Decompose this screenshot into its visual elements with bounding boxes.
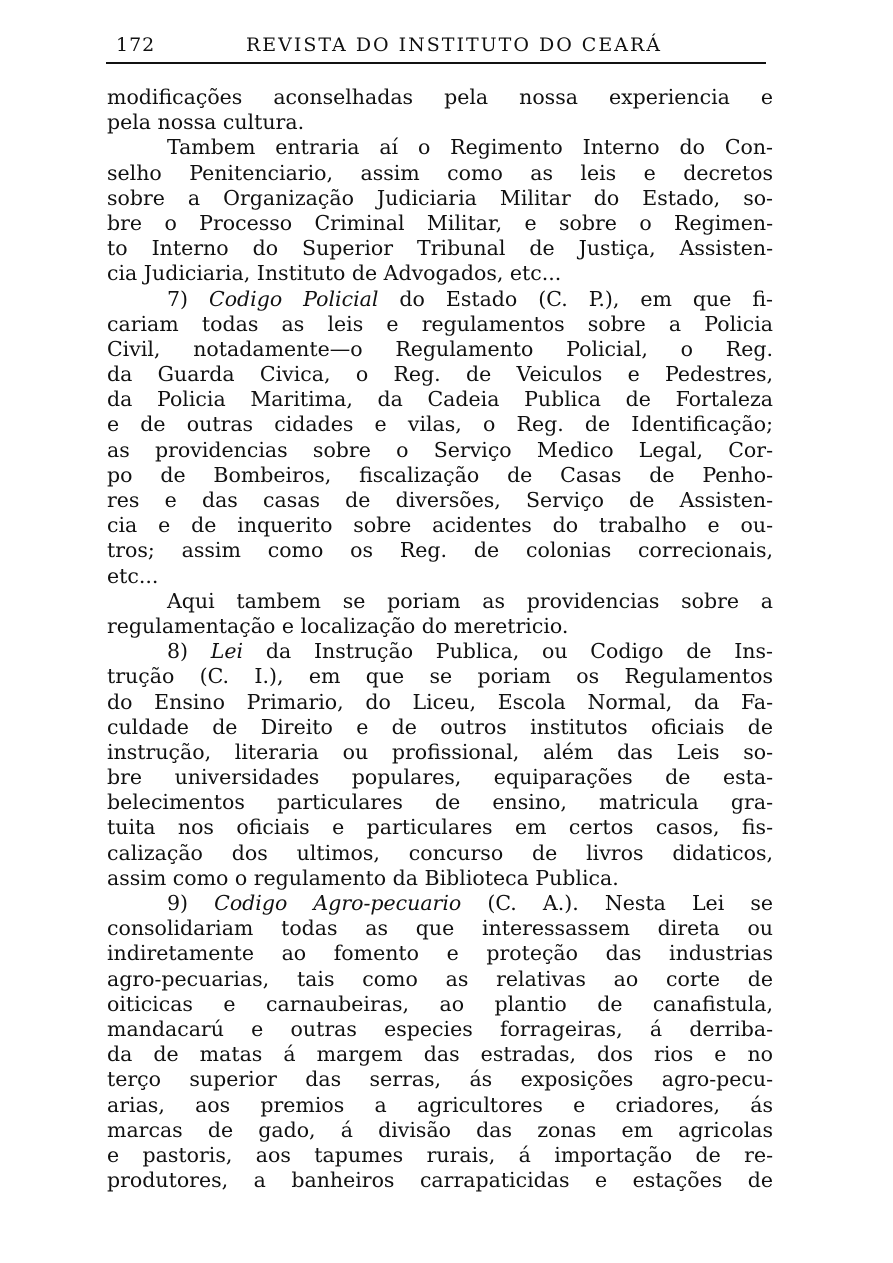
- body-text: [107, 85, 773, 1193]
- section-title: Codigo Agro-pecuario: [214, 891, 462, 915]
- section-8-heading-line: [107, 639, 773, 664]
- text-line: Tambem entraria aí o Regimento Interno do Con-: [167, 135, 773, 160]
- text-line: terço superior das serras, ás exposições agro-pecu-: [107, 1067, 773, 1092]
- text-line: Aqui tambem se poriam as providencias sobre a: [167, 588, 773, 613]
- text-line: oiticicas e carnaubeiras, ao plantio de canafistula,: [107, 991, 773, 1016]
- text-line: da Guarda Civica, o Reg. de Veiculos e Pedestres,: [107, 362, 773, 387]
- section-title: Codigo Policial: [209, 286, 379, 311]
- text-line: cariam todas as leis e regulamentos sobre a Policia: [107, 311, 773, 336]
- running-header: [106, 30, 766, 64]
- text-line: res e das casas de diversões, Serviço de Assisten-: [107, 488, 773, 512]
- text-line: e pastoris, aos tapumes rurais, á importação de re-: [107, 1142, 773, 1167]
- section-title: Lei: [210, 639, 244, 664]
- text-line: bre o Processo Criminal Militar, e sobre o Regimen-: [107, 210, 773, 235]
- text-line: do Ensino Primario, do Liceu, Escola Normal, da Fa-: [107, 689, 773, 714]
- section-text: (C. A.). Nesta Lei se: [487, 891, 773, 915]
- text-line: modificações aconselhadas pela nossa experiencia e: [107, 85, 773, 109]
- text-line: regulamentação e localização do meretricio.: [107, 613, 569, 638]
- text-line: da de matas á margem das estradas, dos rios e no: [107, 1042, 773, 1067]
- text-line: consolidariam todas as que interessassem direta ou: [107, 916, 773, 941]
- text-line: selho Penitenciario, assim como as leis e decretos: [107, 160, 773, 185]
- text-line: culdade de Direito e de outros institutos oficiais de: [107, 714, 773, 739]
- text-line: to Interno do Superior Tribunal de Justiça, Assisten-: [107, 236, 773, 261]
- text-line: calização dos ultimos, concurso de livros didaticos,: [107, 840, 773, 865]
- text-line: e de outras cidades e vilas, o Reg. de Identificação;: [107, 412, 773, 437]
- text-line: agro-pecuarias, tais como as relativas ao corte de: [107, 966, 773, 991]
- section-text: da Instrução Publica, ou Codigo de Ins-: [265, 639, 773, 664]
- text-line: arias, aos premios a agricultores e criadores, ás: [107, 1092, 773, 1117]
- section-7-heading-line: [107, 287, 773, 312]
- text-line: produtores, a banheiros carrapaticidas e estações de: [107, 1168, 773, 1193]
- text-line: mandacarú e outras especies forrageiras, á derriba-: [107, 1016, 773, 1041]
- text-line: po de Bombeiros, fiscalização de Casas de Penho-: [107, 462, 773, 487]
- text-line: pela nossa cultura.: [107, 110, 305, 135]
- text-line: etc...: [107, 563, 159, 588]
- text-line: indiretamente ao fomento e proteção das industrias: [107, 941, 773, 966]
- section-number: 9): [167, 891, 189, 915]
- text-line: tuita nos oficiais e particulares em certos casos, fis-: [107, 815, 773, 840]
- text-line: marcas de gado, á divisão das zonas em agricolas: [107, 1117, 773, 1142]
- text-line: da Policia Maritima, da Cadeia Publica de Fortaleza: [107, 387, 773, 412]
- text-line: bre universidades populares, equiparações de esta-: [107, 765, 773, 790]
- text-line: cia Judiciaria, Instituto de Advogados, etc...: [107, 261, 562, 286]
- text-line: cia e de inquerito sobre acidentes do trabalho e ou-: [107, 513, 773, 538]
- text-line: instrução, literaria ou profissional, além das Leis so-: [107, 739, 773, 764]
- section-number: 8): [167, 639, 189, 664]
- section-text: do Estado (C. P.),: [399, 286, 620, 311]
- text-line: as providencias sobre o Serviço Medico Legal, Cor-: [107, 437, 773, 462]
- text-line: Civil, notadamente—o Regulamento Policial, o Reg.: [107, 336, 773, 361]
- text-line: belecimentos particulares de ensino, matricula gra-: [107, 790, 773, 815]
- text-line: trução (C. I.), em que se poriam os Regulamentos: [107, 664, 773, 689]
- section-9-heading-line: [107, 891, 773, 916]
- text-line: sobre a Organização Judiciaria Militar do Estado, so-: [107, 185, 773, 210]
- text-line: tros; assim como os Reg. de colonias correcionais,: [107, 538, 773, 563]
- journal-title: REVISTA DO INSTITUTO DO CEARÁ: [246, 34, 662, 56]
- page-number: 172: [116, 34, 156, 56]
- section-text: em que fi-: [640, 286, 773, 311]
- section-number: 7): [167, 286, 189, 311]
- text-line: assim como o regulamento da Biblioteca Publica.: [107, 865, 619, 890]
